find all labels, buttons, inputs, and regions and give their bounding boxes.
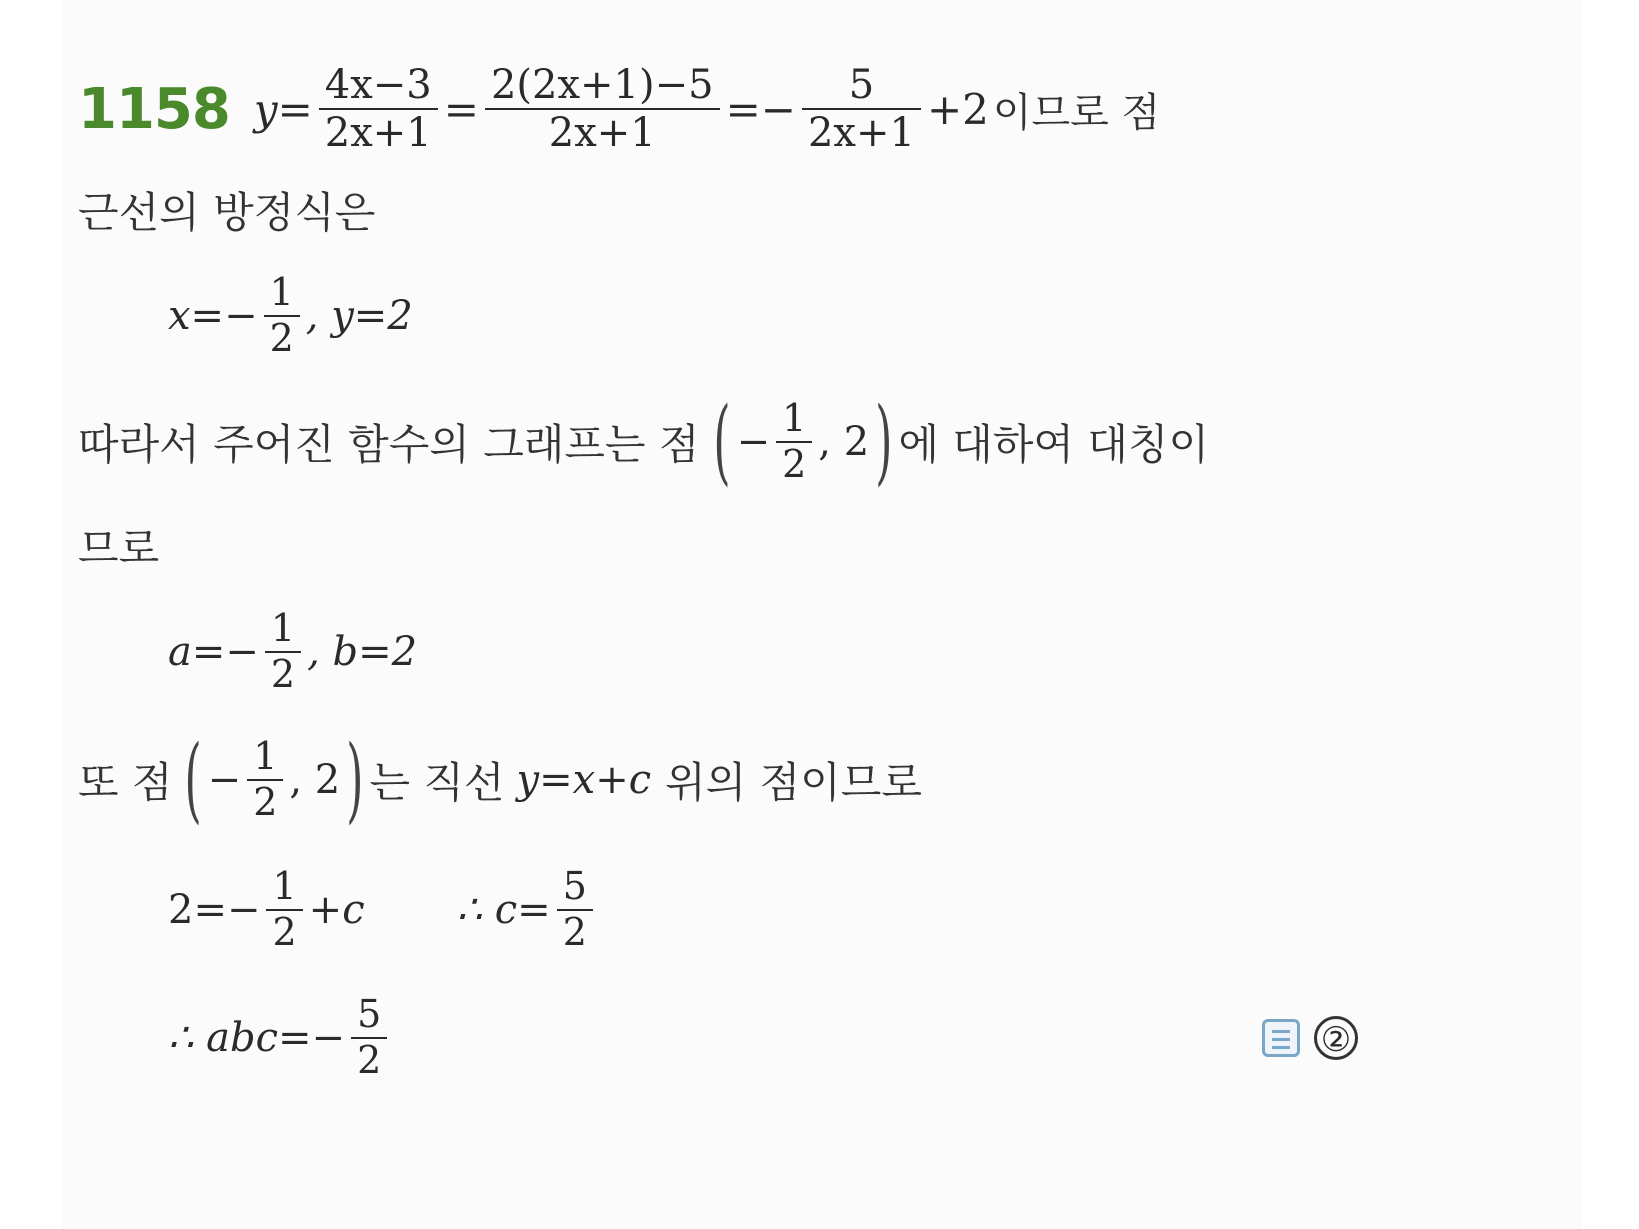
close-paren-2: ) <box>346 726 364 834</box>
plus-c: +c <box>308 887 365 933</box>
therefore-abc: ∴ abc=− <box>168 1015 346 1061</box>
solution-line-9 <box>168 990 393 1086</box>
equals-minus-sign: =− <box>725 84 796 134</box>
point-y-1: , 2 <box>818 419 870 465</box>
fraction-2 <box>485 62 720 156</box>
line-7-text-2: 는 직선 <box>369 758 505 807</box>
fraction-denominator: 2 <box>272 910 297 954</box>
fraction-denominator: 2 <box>270 652 296 696</box>
fraction-denominator: 2 <box>269 316 294 360</box>
asymptote-y: , y=2 <box>305 293 413 339</box>
fraction-numerator: 1 <box>253 734 278 779</box>
fraction-1-numerator: 4x−3 <box>324 62 432 108</box>
fraction-2-numerator: 2(2x+1)−5 <box>490 62 714 108</box>
plus-two: +2 <box>926 84 989 134</box>
equation-c-lhs: 2=− <box>168 887 261 933</box>
problem-number: 1158 <box>78 76 230 142</box>
solution-line-5: 므로 <box>78 524 160 573</box>
fraction-1 <box>319 62 438 156</box>
fraction-numerator: 5 <box>562 864 587 909</box>
answer-icon <box>1262 1019 1300 1057</box>
answer-value: ② <box>1314 1016 1358 1060</box>
minus-sign-1: − <box>736 419 771 465</box>
equals-sign-1: = <box>443 84 479 134</box>
open-paren-1: ( <box>713 388 731 496</box>
fraction-half-3 <box>265 607 301 696</box>
therefore-c: ∴ c= <box>456 887 551 933</box>
fraction-half-1 <box>264 271 300 360</box>
line-4-text-2: 에 대하여 대칭이 <box>898 420 1210 469</box>
line-7-text-1: 또 점 <box>78 758 173 807</box>
fraction-3-numerator: 5 <box>848 62 875 108</box>
fraction-numerator: 1 <box>782 396 807 441</box>
solution-line-1 <box>78 56 1160 162</box>
equation-lhs: y= <box>253 84 313 134</box>
fraction-numerator: 1 <box>269 270 294 315</box>
solution-line-7 <box>78 726 922 834</box>
answer-box <box>1262 1014 1358 1062</box>
fraction-five-halves-1 <box>557 865 593 954</box>
fraction-half-5 <box>266 865 302 954</box>
fraction-numerator: 5 <box>357 992 382 1037</box>
line-1-text: 이므로 점 <box>992 89 1161 136</box>
fraction-3 <box>802 62 921 156</box>
fraction-1-denominator: 2x+1 <box>324 110 432 156</box>
fraction-denominator: 2 <box>782 442 807 486</box>
fraction-half-4 <box>247 735 283 824</box>
fraction-half-2 <box>776 397 812 486</box>
fraction-numerator: 1 <box>270 606 296 651</box>
solution-line-4 <box>78 388 1210 496</box>
line-7-text-3: 위의 점이므로 <box>665 758 922 807</box>
fraction-numerator: 1 <box>272 864 297 909</box>
solution-line-2: 근선의 방정식은 <box>78 188 376 237</box>
asymptote-x: x=− <box>168 293 258 339</box>
line-equation: y=x+c <box>516 757 652 803</box>
solution-line-6 <box>168 604 417 700</box>
solution-line-8 <box>168 862 599 958</box>
close-paren-1: ) <box>875 388 893 496</box>
point-y-2: , 2 <box>289 757 341 803</box>
value-a: a=− <box>168 629 259 675</box>
fraction-five-halves-2 <box>351 993 387 1082</box>
solution-line-3 <box>168 268 413 364</box>
open-paren-2: ( <box>184 726 202 834</box>
fraction-denominator: 2 <box>357 1038 382 1082</box>
line-4-text-1: 따라서 주어진 함수의 그래프는 점 <box>78 420 700 469</box>
fraction-3-denominator: 2x+1 <box>807 110 915 156</box>
value-b: , b=2 <box>307 629 418 675</box>
fraction-2-denominator: 2x+1 <box>548 110 656 156</box>
fraction-denominator: 2 <box>253 780 278 824</box>
minus-sign-2: − <box>207 757 242 803</box>
fraction-denominator: 2 <box>562 910 587 954</box>
